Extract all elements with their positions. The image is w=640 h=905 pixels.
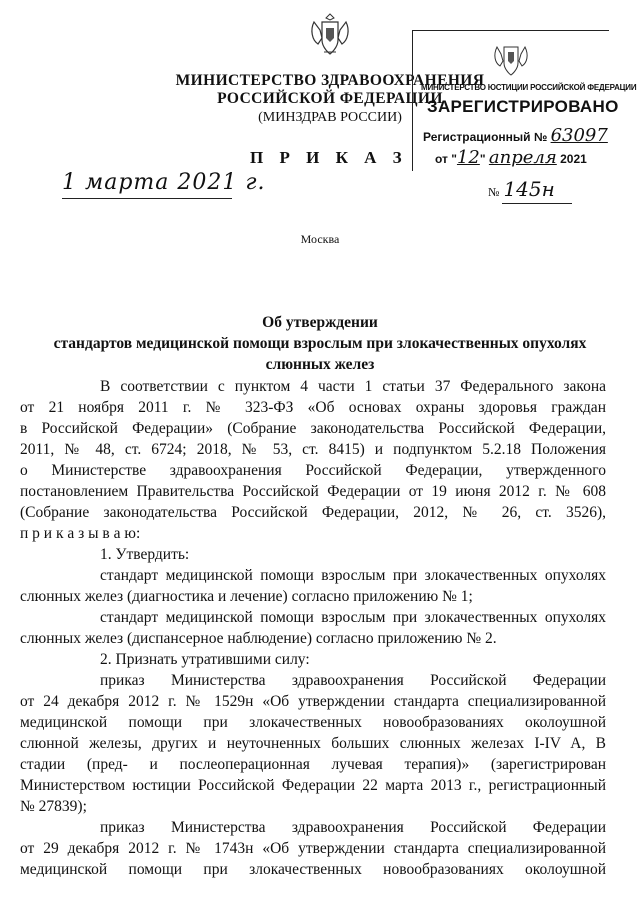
body-line: медицинской помощи при злокачественных новообразованиях околоушной	[20, 714, 606, 731]
body-line: стадии (пред- и послеоперационная лучевая терапия)» (зарегистрирован	[20, 756, 606, 773]
ministry-name-line2: РОССИЙСКОЙ ФЕДЕРАЦИИ	[217, 90, 443, 107]
body-line: (Собрание законодательства Российской Федерации, 2012, № 26, ст. 3526),	[20, 504, 606, 521]
title-line2: стандартов медицинской помощи взрослым при злокачественных опухолях	[53, 335, 587, 352]
order-heading: П Р И К А З	[250, 148, 408, 167]
body-line: Министерством юстиции Российской Федерации 22 марта 2013 г., регистрационный	[20, 777, 606, 794]
stamp-date-line	[435, 147, 587, 168]
body-line: в Российской Федерации» (Собрание законодательства Российской Федерации,	[20, 420, 606, 437]
document-body	[20, 376, 606, 880]
stamp-date-mid: "	[479, 152, 486, 166]
body-line: от 29 декабря 2012 г. № 1743н «Об утверждении стандарта специализированной	[20, 840, 606, 857]
body-line: постановлением Правительства Российской Федерации от 19 июня 2012 г. № 608	[20, 483, 606, 500]
order-number	[488, 177, 555, 201]
stamp-date-year: 2021	[560, 152, 587, 166]
stamp-reg-number: 63097	[550, 125, 608, 146]
body-line: медицинской помощи при злокачественных новообразованиях околоушной	[20, 861, 606, 878]
body-line: 2. Признать утратившими силу:	[100, 651, 310, 668]
body-line: от 24 декабря 2012 г. № 1529н «Об утверждении стандарта специализированной	[20, 693, 606, 710]
stamp-ministry-line: МИНИСТЕРСТВО ЮСТИЦИИ РОССИЙСКОЙ ФЕДЕРАЦИИ	[421, 83, 637, 92]
stamp-reg-line	[423, 125, 608, 146]
coat-of-arms-icon	[308, 8, 352, 60]
stamp-reg-label: Регистрационный №	[423, 130, 548, 144]
order-date	[62, 170, 266, 195]
title-line3: слюнных желез	[265, 356, 375, 373]
city: Москва	[300, 232, 340, 246]
title-line1: Об утверждении	[262, 314, 378, 331]
body-line: слюнной железы, других и неуточненных больших слюнных железах I-IV A, B	[20, 735, 606, 752]
body-line: о Министерстве здравоохранения Российской Федерации, утвержденного	[20, 462, 606, 479]
body-line: слюнных желез (диспансерное наблюдение) согласно приложению № 2.	[20, 630, 497, 647]
body-line: № 27839);	[20, 798, 87, 815]
body-line: 1. Утвердить:	[100, 546, 190, 563]
order-number-handwritten: 145н	[503, 177, 555, 201]
body-line: стандарт медицинской помощи взрослым при злокачественных опухолях	[100, 609, 606, 626]
body-line: приказ Министерства здравоохранения Российской Федерации	[100, 819, 606, 836]
stamp-registered: ЗАРЕГИСТРИРОВАНО	[427, 97, 619, 116]
ministry-name-line1: МИНИСТЕРСТВО ЗДРАВООХРАНЕНИЯ	[175, 72, 485, 89]
stamp-date-month: апреля	[488, 147, 557, 168]
order-date-handwritten: 1 марта 2021 г.	[62, 170, 266, 195]
body-line: слюнных желез (диагностика и лечение) согласно приложению № 1;	[20, 588, 473, 605]
stamp-emblem-icon	[491, 35, 531, 79]
ministry-short-name: (МИНЗДРАВ РОССИИ)	[258, 110, 402, 125]
order-number-label: №	[488, 185, 500, 199]
stamp-date-day: 12	[456, 147, 480, 168]
body-line: 2011, № 48, ст. 6724; 2018, № 53, ст. 8415) и подпунктом 5.2.18 Положения	[20, 441, 606, 458]
stamp-date-prefix: от "	[435, 152, 457, 166]
body-line: от 21 ноября 2011 г. № 323-ФЗ «Об основах охраны здоровья граждан	[20, 399, 606, 416]
body-line: В соответствии с пунктом 4 части 1 статьи 37 Федерального закона	[100, 378, 606, 395]
body-line: п р и к а з ы в а ю:	[20, 525, 141, 542]
registration-stamp	[412, 30, 637, 171]
body-line: приказ Министерства здравоохранения Российской Федерации	[100, 672, 606, 689]
body-line: стандарт медицинской помощи взрослым при злокачественных опухолях	[100, 567, 606, 584]
